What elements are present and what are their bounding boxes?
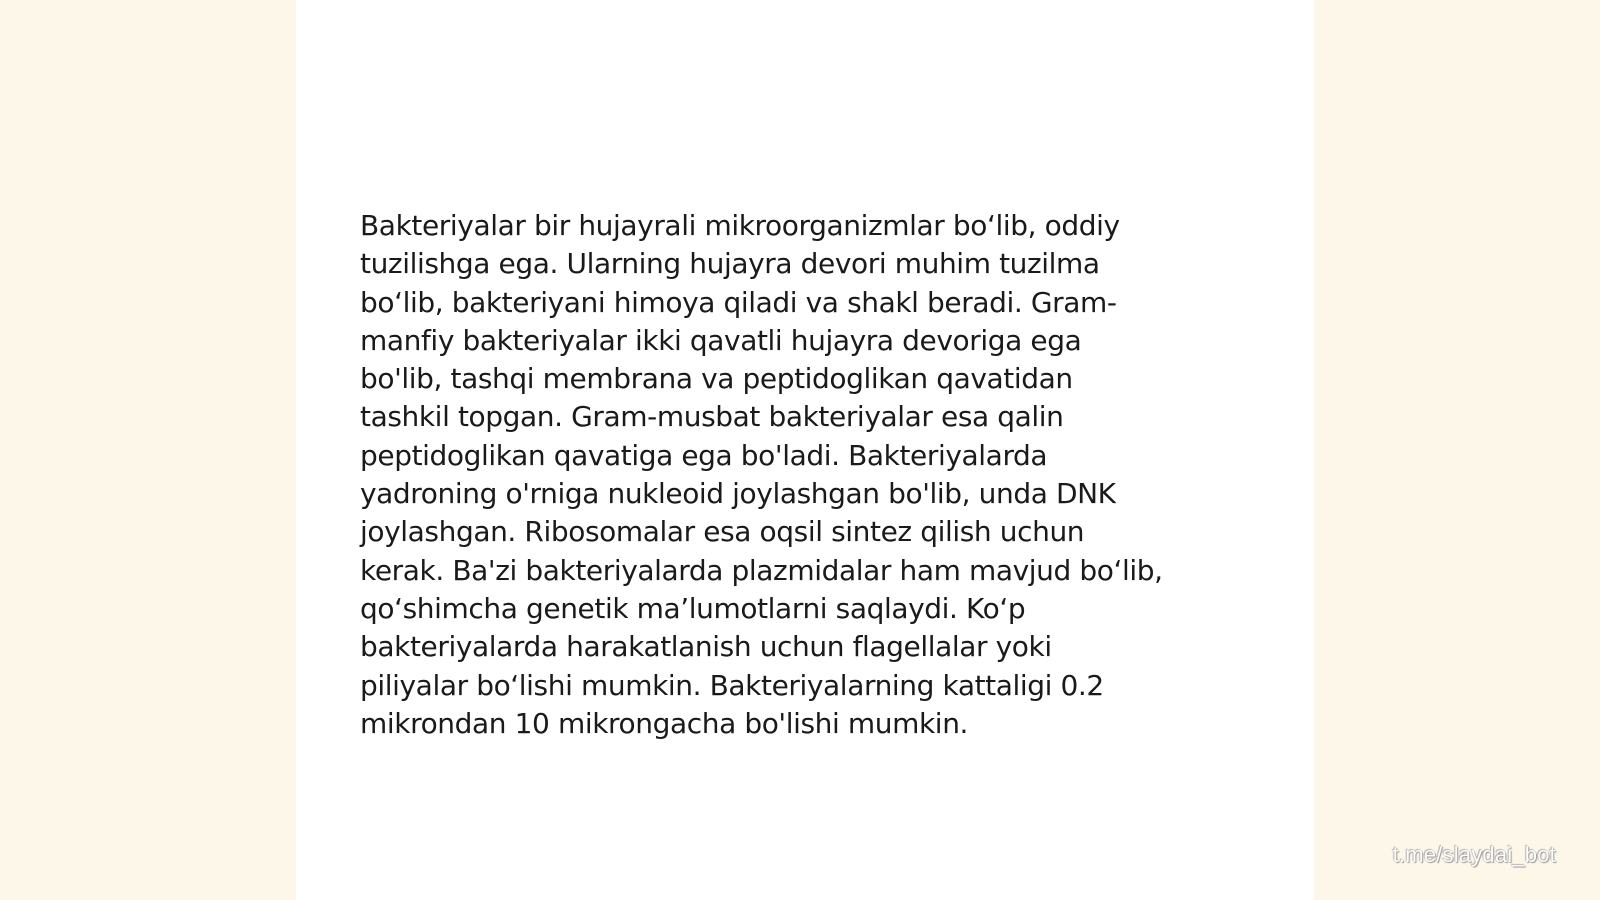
body-line-10: kerak. Ba'zi bakteriyalarda plazmidalar ham mavjud bo‘lib,	[360, 553, 1163, 587]
body-line-12: bakteriyalarda harakatlanish uchun flagellalar yoki	[360, 630, 1052, 664]
body-line-4: manfiy bakteriyalar ikki qavatli hujayra devoriga ega	[360, 323, 1082, 357]
body-line-14: mikrondan 10 mikrongacha bo'lishi mumkin.	[360, 706, 969, 740]
body-line-5: bo'lib, tashqi membrana va peptidoglikan qavatidan	[360, 362, 1073, 396]
body-line-6: tashkil topgan. Gram-musbat bakteriyalar esa qalin	[360, 400, 1064, 434]
body-line-8: yadroning o'rniga nukleoid joylashgan bo'lib, unda DNK	[360, 477, 1116, 511]
body-line-11: qo‘shimcha genetik ma’lumotlarni saqlaydi. Ko‘p	[360, 591, 1026, 625]
body-line-1: Bakteriyalar bir hujayrali mikroorganizmlar bo‘lib, oddiy	[360, 209, 1120, 242]
body-line-2: tuzilishga ega. Ularning hujayra devori muhim tuzilma	[360, 247, 1100, 281]
body-line-9: joylashgan. Ribosomalar esa oqsil sintez qilish uchun	[360, 515, 1085, 549]
body-line-13: piliyalar bo‘lishi mumkin. Bakteriyalarning kattaligi 0.2	[360, 668, 1104, 702]
slide-body-text	[360, 207, 1250, 743]
body-line-3: bo‘lib, bakteriyani himoya qiladi va shakl beradi. Gram-	[360, 285, 1117, 319]
watermark-link: t.me/slaydai_bot	[1392, 842, 1556, 867]
body-line-7: peptidoglikan qavatiga ega bo'ladi. Bakteriyalarda	[360, 438, 1048, 472]
